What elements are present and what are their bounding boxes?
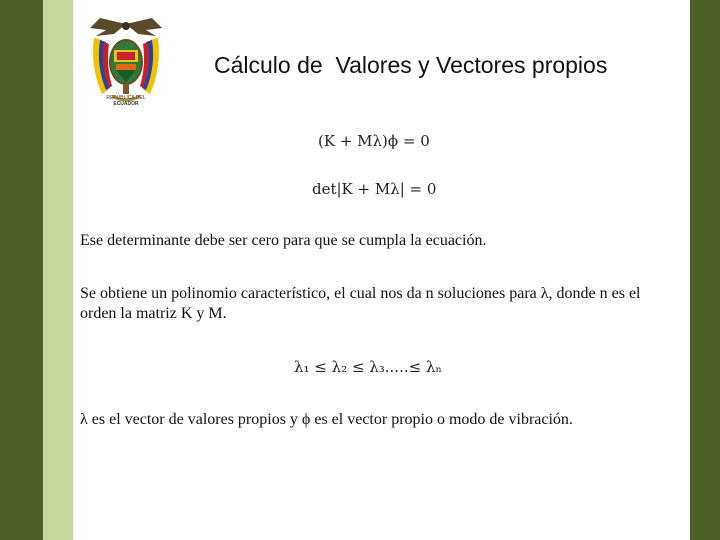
slide-title: Cálculo de Valores y Vectores propios: [214, 52, 608, 78]
paragraph-definitions: λ es el vector de valores propios y ϕ es el vector propio o modo de vibración.: [80, 411, 573, 428]
equation-determinant: det|K + Mλ| = 0: [312, 180, 437, 198]
equation-eigen: (K + Mλ)ϕ = 0: [318, 132, 430, 150]
right-dark-bar: [690, 0, 720, 540]
emblem-caption: [100, 95, 152, 107]
paragraph-determinant: Ese determinante debe ser cero para que se cumpla la ecuación.: [80, 232, 487, 249]
emblem-caption-line2: ECUADOR: [113, 101, 139, 107]
equation-ordering: λ₁ ≤ λ₂ ≤ λ₃.....≤ λₙ: [294, 358, 442, 376]
emblem-caption-line1: REPÚBLICA DEL: [106, 95, 146, 101]
left-dark-bar: [0, 0, 43, 540]
paragraph-polynomial: Se obtiene un polinomio característico, el cual nos da n soluciones para λ, donde n es el orden la matriz K y M.: [80, 285, 641, 322]
left-light-bar: [43, 0, 73, 540]
